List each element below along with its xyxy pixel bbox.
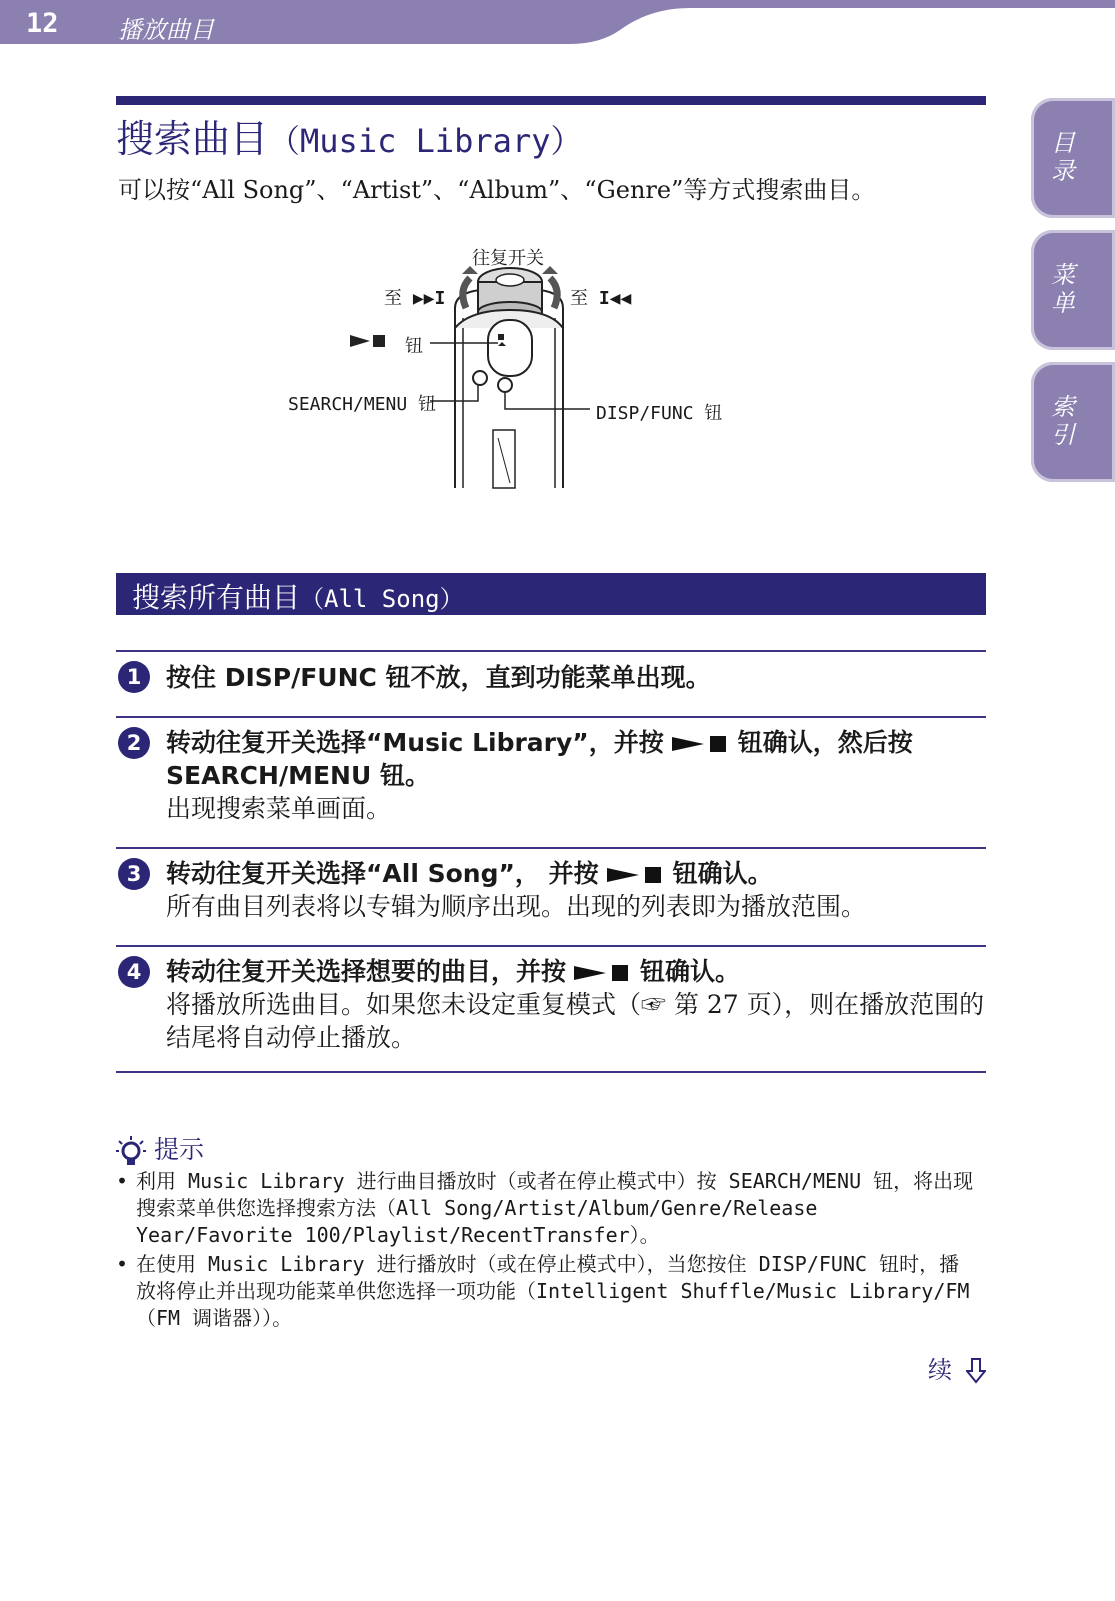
intro-text: 可以按“All Song”、“Artist”、“Album”、“Genre”等方式搜索曲目。 [118,176,876,204]
page-title: 搜索曲目（Music Library） [116,117,583,161]
play-stop-icon [574,963,632,983]
step-1: 按住 DISP/FUNC 钮不放，直到功能菜单出现。 [166,663,711,692]
prev-track-label: 至 I◀◀ [570,288,632,309]
page-number: 12 [26,8,59,39]
tip-heading: 提示 [116,1130,204,1167]
step-number: 1 [118,661,150,693]
step-4: 转动往复开关选择想要的曲目，并按 钮确认。 将播放所选曲目。如果您未设定重复模式（☞ 第 27 页），则在播放范围的结尾将自动停止播放。 [166,957,985,1052]
continued-link[interactable]: 续 [928,1350,986,1385]
page-header [0,0,1115,46]
step-2: 转动往复开关选择“Music Library”，并按 钮确认，然后按 SEARCH/MENU 钮。 出现搜索菜单画面。 [166,728,913,823]
list-item: • 利用 Music Library 进行曲目播放时（或者在停止模式中）按 SEARCH/MENU 钮，将出现搜索菜单供您选择搜索方法（All Song/Artist/Album/Genre/Release Year/Favorite 100/Playlist/RecentTransfer）。 [116,1168,976,1249]
device-diagram [0,238,1115,508]
tab-contents[interactable]: 目录 [1031,98,1115,218]
device-illustration [0,238,1115,508]
next-track-label: 至 ▶▶I [384,288,446,309]
divider [116,945,986,947]
subsection-header: 搜索所有曲目（All Song） [116,573,986,615]
search-menu-button-label: SEARCH/MENU 钮 [288,394,437,415]
lightbulb-icon [116,1135,146,1167]
section-name: 播放曲目 [118,16,214,44]
play-button-label: 钮 [405,336,423,357]
tab-menu[interactable]: 菜单 [1031,230,1115,350]
step-3: 转动往复开关选择“All Song”， 并按 钮确认。 所有曲目列表将以专辑为顺序出现。出现的列表即为播放范围。 [166,859,867,921]
step-number: 4 [118,956,150,988]
title-rule [116,96,986,105]
play-stop-icon [607,865,665,885]
divider [116,650,986,652]
tab-index[interactable]: 索引 [1031,362,1115,482]
divider [116,847,986,849]
step-number: 3 [118,858,150,890]
divider [116,716,986,718]
down-arrow-icon [966,1358,986,1384]
divider [116,1071,986,1073]
disp-func-button-label: DISP/FUNC 钮 [596,403,723,424]
jog-switch-label: 往复开关 [472,248,544,269]
step-number: 2 [118,727,150,759]
play-stop-icon [672,734,730,754]
list-item: • 在使用 Music Library 进行播放时（或在停止模式中），当您按住 DISP/FUNC 钮时，播放将停止并出现功能菜单供您选择一项功能（Intelligent Shuffle/Music Library/FM（FM 调谐器））。 [116,1251,976,1332]
tip-list [116,1168,976,1334]
